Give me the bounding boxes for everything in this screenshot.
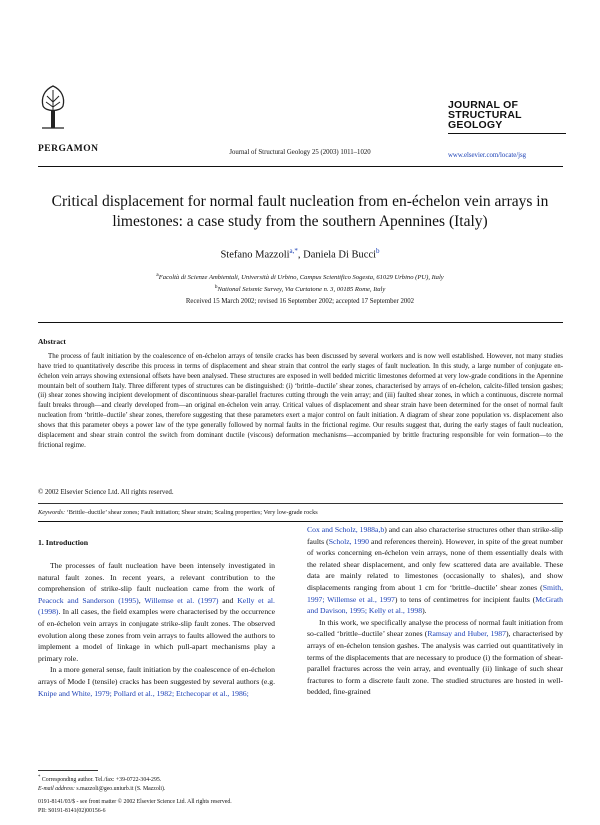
journal-url-link[interactable]: www.elsevier.com/locate/jsg xyxy=(448,152,527,159)
abstract-heading: Abstract xyxy=(38,337,66,346)
abstract-body: The process of fault initiation by the coalescence of en-échelon arrays of tensile cracks has been discussed by several workers and is now well established. However, not many studies have tried to quantitatively describe this process in terms of displacement and shear strain that control the early stages of fault nucleation. In this study, a large number of conjugate en-échelon vein arrays showing extensional offsets have been analysed. These structures are exposed in well bedded micritic limestones deformed at very low-grade conditions in the Apennine mountain belt of southern Italy. Three different types of structures can be distinguished: (i) ‘brittle–ductile’ shear zones, characterised by arrays of en-échelon, calcite-filled tension gashes; (ii) shear zones showing incipient development of discontinuous shear-parallel fractures cutting through the vein array; and (iii) faulted shear zones, in which a continuous, discrete normal fault breaks through—and clearly developed from—an original en-échelon vein array. Critical values of displacement and shear strain have been determined for the onset of normal fault nucleation from ‘brittle–ductile’ shear zones, therefore suggesting that these parameters exert a major control on fault initiation. A diagram of shear zone population vs. displacement also shows that this parameter obeys a power law of the type generally followed by normal faults in the frictional regime. Our results suggest that, during the early stages of fault nucleation, displacement and shear strain control the switch from dominant ductile (viscous) deformation mechanisms—accompanied by brittle fracturing responsible for vein formation—to the frictional regime. xyxy=(38,353,563,449)
section-heading: 1. Introduction xyxy=(38,538,89,547)
publisher-name: PERGAMON xyxy=(38,144,99,154)
citation-link[interactable]: Knipe and White, 1979; Pollard et al., 1982; Etchecopar et al., 1986; xyxy=(38,688,249,698)
front-matter: 0191-8141/03/$ - see front matter © 2002 Elsevier Science Ltd. All rights reserved. PII: S0191-8141(02)00156-6 xyxy=(38,799,232,814)
paragraph: In a more general sense, fault initiation by the coalescence of en-échelon arrays of Mode I (tensile) cracks has been suggested by several authors (e.g. Knipe and White, 1979; Pollard et al., 1982; Etchecopar et al., 1986; xyxy=(38,665,275,698)
citation-link[interactable]: Scholz, 1990 xyxy=(328,536,369,546)
right-column xyxy=(307,524,563,698)
article-title: Critical displacement for normal fault nucleation from en-échelon vein arrays in limestones: a case study from the southern Apennines (Italy) xyxy=(51,193,549,230)
author-list xyxy=(0,247,600,261)
citation-link[interactable]: Kelly et al. (1998) xyxy=(38,595,275,617)
citation-link[interactable]: Smith, 1997; Willemse et al., 1997 xyxy=(307,582,563,604)
email-address: s.mazzoli@geo.uniurb.it (S. Mazzoli). xyxy=(74,785,166,792)
paragraph: Cox and Scholz, 1988a,b) and can also characterise structures other than strike-slip faults (Scholz, 1990 and references therein). However, in spite of the great number of works concerning en-échelon vein arrays, none of them essentially deals with the related shear displacement, and only few scattered data are available. These data are mainly related to limestones (occasionally to shales), and show displacements ranging from about 1 cm for ‘brittle–ductile’ shear zones (Smith, 1997; Willemse et al., 1997) to tens of centimetres for incipient faults (McGrath and Davison, 1995; Kelly et al., 1998). xyxy=(307,525,564,616)
corresponding-author-footnote: * Corresponding author. Tel./fax: +39-0722-304-295. E-mail address: s.mazzoli@geo.uniurb.it (S. Mazzoli). xyxy=(38,775,166,792)
journal-logo xyxy=(448,100,568,130)
keywords xyxy=(38,509,318,516)
header-divider xyxy=(38,166,563,167)
copyright-line: © 2002 Elsevier Science Ltd. All rights reserved. xyxy=(38,489,174,496)
author-separator: , xyxy=(297,249,304,261)
citation-link[interactable]: Peacock and Sanderson (1995) xyxy=(38,595,139,605)
affiliations xyxy=(0,271,600,294)
author-affiliation-marker[interactable]: a,* xyxy=(289,247,298,255)
received-dates: Received 15 March 2002; revised 16 September 2002; accepted 17 September 2002 xyxy=(185,298,415,305)
title-divider xyxy=(38,322,563,323)
pergamon-tree-logo-icon xyxy=(38,84,68,130)
paragraph: The processes of fault nucleation have been intensely investigated in natural fault zones. In recent years, a relevant contribution to the comprehension of strike-slip fault nucleation came from the work of Peacock and Sanderson (1995), Willemse et al. (1997) and Kelly et al. (1998). In all cases, the field examples were characterised by the occurrence of en-échelon vein arrays in conjugate strike-slip fault zones. The observed evolution along these zones from vein arrays to faults allowed the authors to implement a model of linkage in which pull-apart mechanisms play a primary role. xyxy=(38,561,275,663)
author-name: Daniela Di Bucci xyxy=(303,249,377,261)
footnote-divider xyxy=(38,770,98,771)
author-affiliation-marker[interactable]: b xyxy=(376,247,380,255)
left-column xyxy=(38,560,275,699)
citation-link[interactable]: Cox and Scholz, 1988a,b xyxy=(307,525,385,534)
journal-logo-rule xyxy=(448,133,566,134)
citation-link[interactable]: Willemse et al. (1997) xyxy=(144,595,219,605)
keywords-divider xyxy=(38,503,563,504)
author-name: Stefano Mazzoli xyxy=(220,249,290,261)
journal-logo-line: JOURNAL OF xyxy=(448,99,519,111)
keywords-label: Keywords: xyxy=(38,509,66,516)
journal-logo-line: STRUCTURAL xyxy=(448,109,522,121)
body-divider xyxy=(38,521,563,522)
citation-link[interactable]: McGrath and Davison, 1995; Kelly et al., 1998 xyxy=(307,594,563,616)
journal-citation: Journal of Structural Geology 25 (2003) 1011–1020 xyxy=(229,149,371,156)
citation-link[interactable]: Ramsay and Huber, 1987 xyxy=(427,629,506,639)
journal-logo-line: GEOLOGY xyxy=(448,119,503,131)
affiliation-a: $^a$Facoltà di Scienze Ambientali, Università di Urbino, Campus Scientifico Sogesta, 61029 Urbino (PU), Italy xyxy=(156,272,444,282)
paragraph: In this work, we specifically analyse the process of normal fault initiation from so-called ‘brittle–ductile’ shear zones (Ramsay and Huber, 1987), characterised by arrays of en-échelon tension gashes. The analysis was carried out quantitatively in terms of the displacements that are necessary to produce (i) the formation of shear-parallel fractures across the vein array, and eventually (ii) linkage of such shear fractures to form a discrete fault zone. The studied structures are hosted in well-bedded, fine-grained xyxy=(307,617,563,697)
keywords-list: ‘Brittle–ductile’ shear zones; Fault initiation; Shear strain; Scaling properties; Very low-grade rocks xyxy=(65,509,318,516)
affiliation-b: $^b$National Seismic Survey, Via Curtatone n. 3, 00185 Rome, Italy xyxy=(214,283,386,293)
